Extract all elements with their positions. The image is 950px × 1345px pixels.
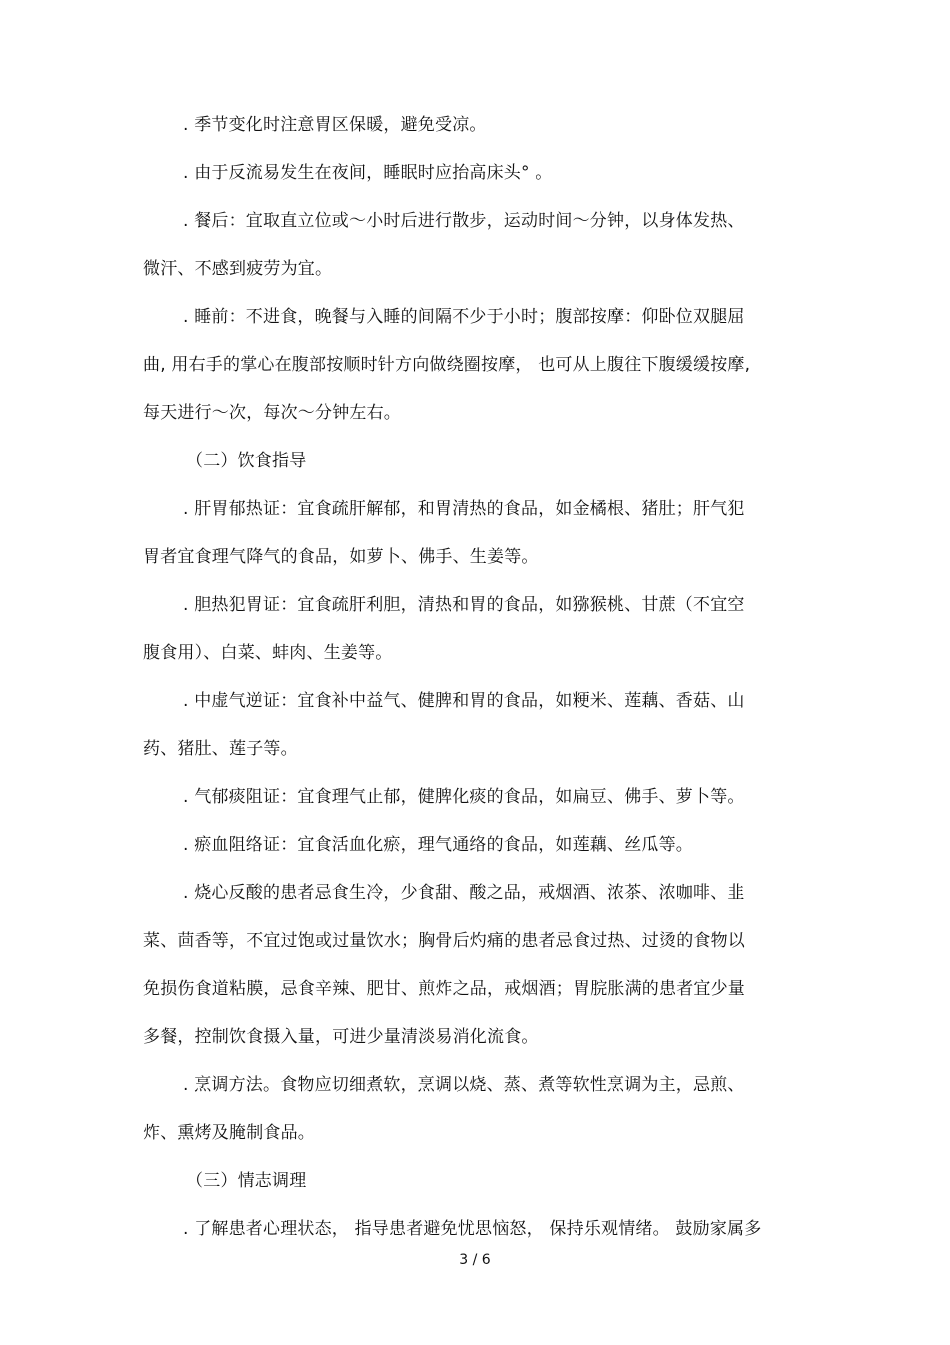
section-heading: （二）饮食指导 [186, 451, 307, 471]
paragraph-line: 多餐，控制饮食摄入量，可进少量清淡易消化流食。 [143, 1027, 539, 1047]
paragraph-line: 炸、熏烤及腌制食品。 [143, 1123, 315, 1143]
paragraph-line: . 烹调方法。食物应切细煮软，烹调以烧、蒸、煮等软性烹调为主，忌煎、 [183, 1075, 745, 1095]
paragraph-line: . 中虚气逆证：宜食补中益气、健脾和胃的食品，如粳米、莲藕、香菇、山 [183, 691, 745, 711]
paragraph-line: . 睡前：不进食，晚餐与入睡的间隔不少于小时；腹部按摩：仰卧位双腿屈 [183, 307, 745, 327]
paragraph-line: 每天进行～次，每次～分钟左右。 [143, 403, 401, 423]
paragraph-line: . 肝胃郁热证：宜食疏肝解郁，和胃清热的食品，如金橘根、猪肚；肝气犯 [183, 499, 745, 519]
section-heading: （三）情志调理 [186, 1171, 307, 1191]
paragraph-line: . 气郁痰阻证：宜食理气止郁，健脾化痰的食品，如扁豆、佛手、萝卜等。 [183, 787, 745, 807]
paragraph-line: 腹食用）、白菜、蚌肉、生姜等。 [143, 643, 393, 663]
paragraph-line: . 餐后：宜取直立位或～小时后进行散步，运动时间～分钟，以身体发热、 [183, 211, 745, 231]
paragraph-line: . 瘀血阻络证：宜食活血化瘀，理气通络的食品，如莲藕、丝瓜等。 [183, 835, 694, 855]
paragraph-line: . 季节变化时注意胃区保暖，避免受凉。 [183, 115, 487, 135]
paragraph-line: 药、猪肚、莲子等。 [143, 739, 298, 759]
paragraph-line: 胃者宜食理气降气的食品，如萝卜、佛手、生姜等。 [143, 547, 539, 567]
paragraph-line: 免损伤食道粘膜，忌食辛辣、肥甘、煎炸之品，戒烟酒；胃脘胀满的患者宜少量 [143, 979, 745, 999]
paragraph-line: . 了解患者心理状态， 指导患者避免忧思恼怒， 保持乐观情绪。 鼓励家属多 [183, 1219, 762, 1239]
page-number: 3 / 6 [459, 1252, 491, 1268]
paragraph-line: . 由于反流易发生在夜间，睡眠时应抬高床头° 。 [183, 163, 553, 183]
paragraph-line: 微汗、不感到疲劳为宜。 [143, 259, 333, 279]
paragraph-line: . 胆热犯胃证：宜食疏肝利胆，清热和胃的食品，如猕猴桃、甘蔗（不宜空 [183, 595, 745, 615]
paragraph-line: 曲, 用右手的掌心在腹部按顺时针方向做绕圈按摩， 也可从上腹往下腹缓缓按摩, [143, 355, 751, 375]
paragraph-line: . 烧心反酸的患者忌食生冷，少食甜、酸之品，戒烟酒、浓茶、浓咖啡、韭 [183, 883, 745, 903]
paragraph-line: 菜、茴香等，不宜过饱或过量饮水；胸骨后灼痛的患者忌食过热、过烫的食物以 [143, 931, 745, 951]
